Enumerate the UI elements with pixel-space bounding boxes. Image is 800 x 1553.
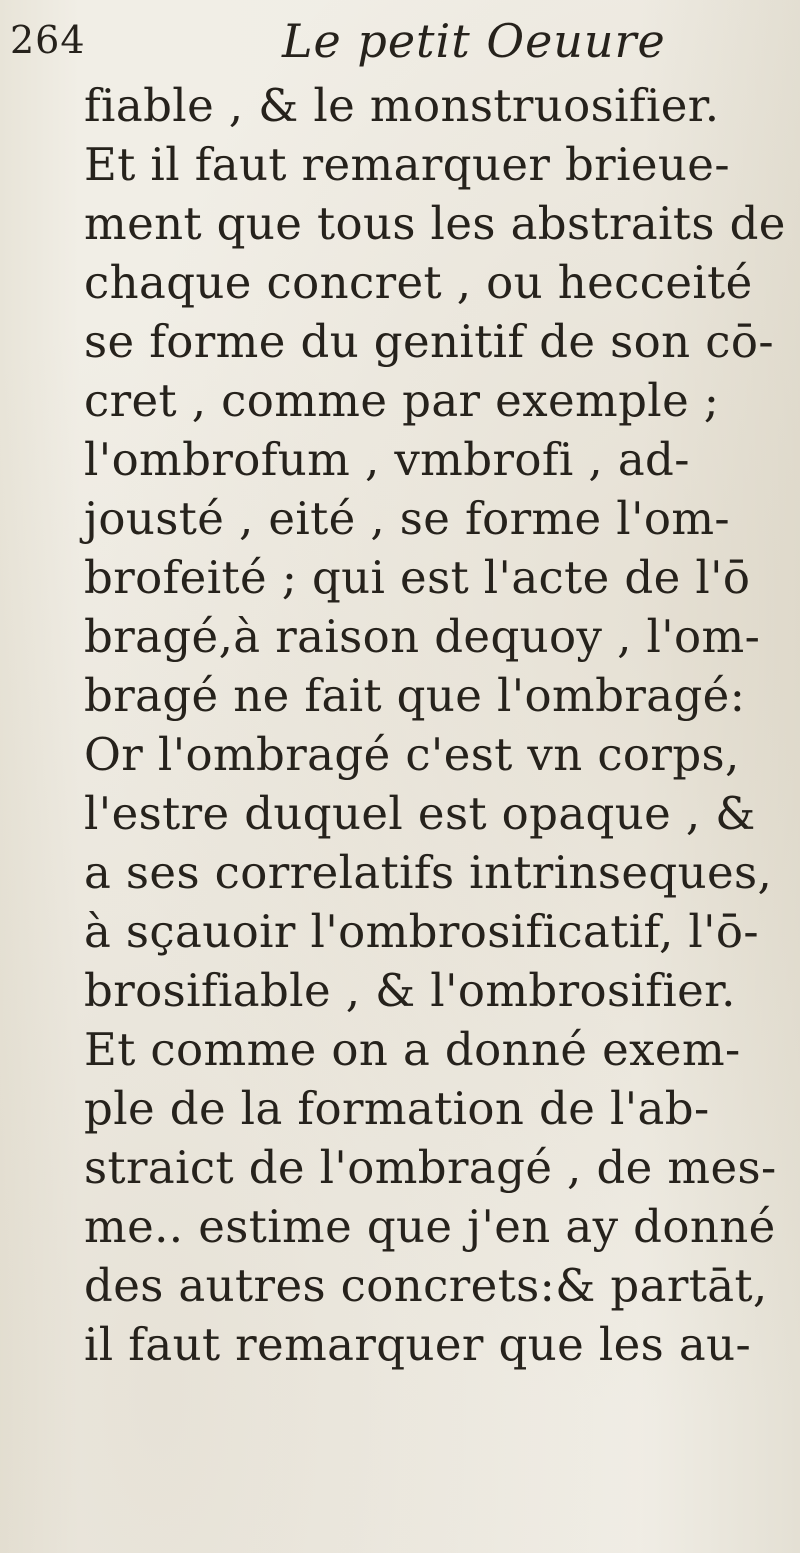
text-line: brosifiable , & l'ombrosifier.	[84, 964, 736, 1017]
text-line: Or l'ombragé c'est vn corps,	[84, 728, 740, 781]
text-line: ple de la formation de l'ab-	[84, 1082, 710, 1135]
text-line: l'ombrofum , vmbrofi , ad-	[84, 433, 690, 486]
text-line: il faut remarquer que les au-	[84, 1318, 752, 1371]
text-line: à sçauoir l'ombrosificatif, l'ō-	[84, 905, 760, 958]
text-line: se forme du genitif de son cō-	[84, 315, 774, 368]
page-header	[10, 8, 710, 70]
text-line: me.. estime que j'en ay donné	[84, 1200, 776, 1253]
text-line: ment que tous les abstraits de	[84, 197, 786, 250]
text-line: fiable , & le monstruosifier.	[84, 79, 720, 132]
text-line: l'estre duquel est opaque , &	[84, 787, 756, 840]
text-line: cret , comme par exemple ;	[84, 374, 720, 427]
running-title: Le petit Oeuure	[282, 14, 666, 68]
text-line: straict de l'ombragé , de mes-	[84, 1141, 777, 1194]
text-line: a ses correlatifs intrinseques,	[84, 846, 773, 899]
text-line: chaque concret , ou heccеité	[84, 256, 753, 309]
text-line: des autres concrets:& partāt,	[84, 1259, 768, 1312]
text-line: bragé,à raison dequoy , l'om-	[84, 610, 761, 663]
page-number: 264	[10, 18, 86, 62]
text-line: brofeité ; qui est l'acte de l'ō	[84, 551, 751, 604]
body-text	[84, 76, 784, 1374]
text-line: Et comme on a donné exem-	[84, 1023, 741, 1076]
text-line: bragé ne fait que l'ombragé:	[84, 669, 746, 722]
text-line: Et il faut remarquer brieue-	[84, 138, 730, 191]
text-line: jousté , eité , se forme l'om-	[84, 492, 731, 545]
